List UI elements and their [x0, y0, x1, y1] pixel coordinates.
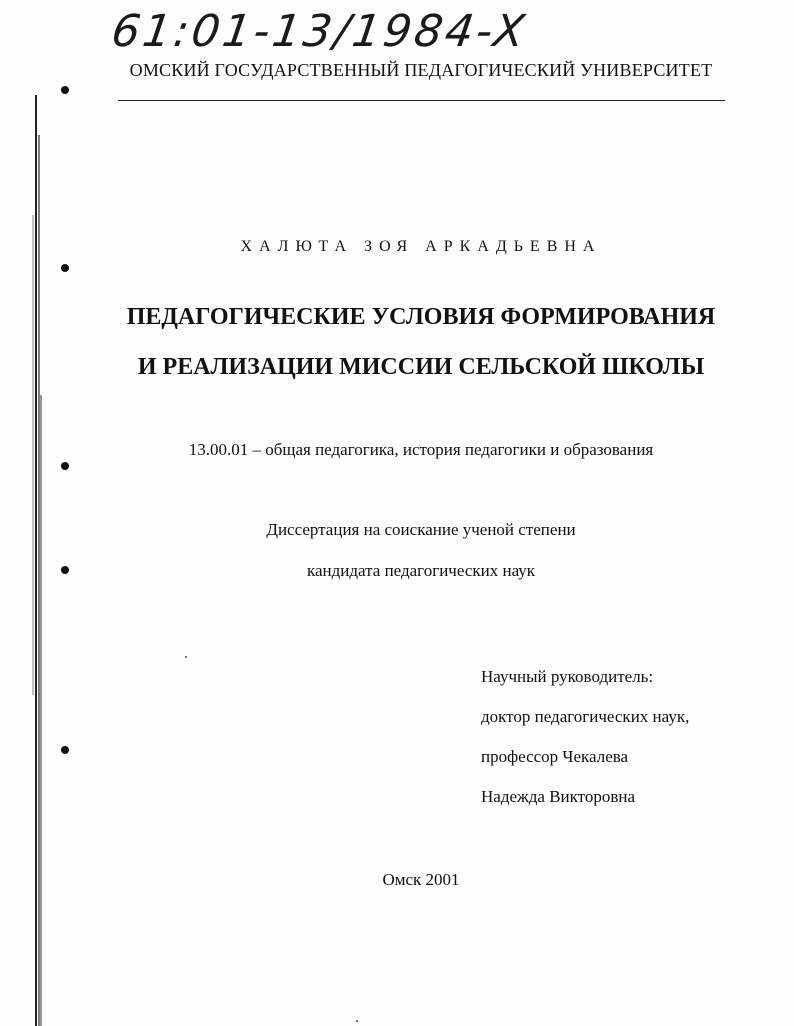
handwritten-archive-code: 61:01-13/1984-X — [108, 6, 531, 57]
degree-statement-line-1: Диссертация на соискание ученой степени — [266, 520, 576, 539]
header-divider — [118, 100, 725, 101]
binding-hole-mark — [61, 264, 69, 272]
supervisor-label: Научный руководитель: — [481, 667, 654, 686]
university-name: ОМСКИЙ ГОСУДАРСТВЕННЫЙ ПЕДАГОГИЧЕСКИЙ УНИВЕРСИТЕТ — [129, 60, 713, 80]
supervisor-degree: доктор педагогических наук, — [481, 707, 690, 726]
author-name: ХАЛЮТА ЗОЯ АРКАДЬЕВНА — [240, 238, 602, 255]
scan-speck — [185, 656, 187, 658]
binding-hole-mark — [61, 86, 69, 94]
binding-hole-mark — [61, 746, 69, 754]
binding-hole-mark — [61, 462, 69, 470]
dissertation-title-line-1: ПЕДАГОГИЧЕСКИЕ УСЛОВИЯ ФОРМИРОВАНИЯ — [126, 304, 716, 330]
supervisor-title-name: профессор Чекалева — [481, 747, 629, 766]
specialty-code: 13.00.01 – общая педагогика, история педагогики и образования — [188, 440, 654, 459]
city-and-year: Омск 2001 — [382, 870, 460, 889]
degree-statement-line-2: кандидата педагогических наук — [306, 561, 536, 580]
dissertation-title-line-2: И РЕАЛИЗАЦИИ МИССИИ СЕЛЬСКОЙ ШКОЛЫ — [137, 354, 705, 380]
scan-speck — [356, 1020, 358, 1022]
supervisor-given-name: Надежда Викторовна — [481, 787, 636, 806]
